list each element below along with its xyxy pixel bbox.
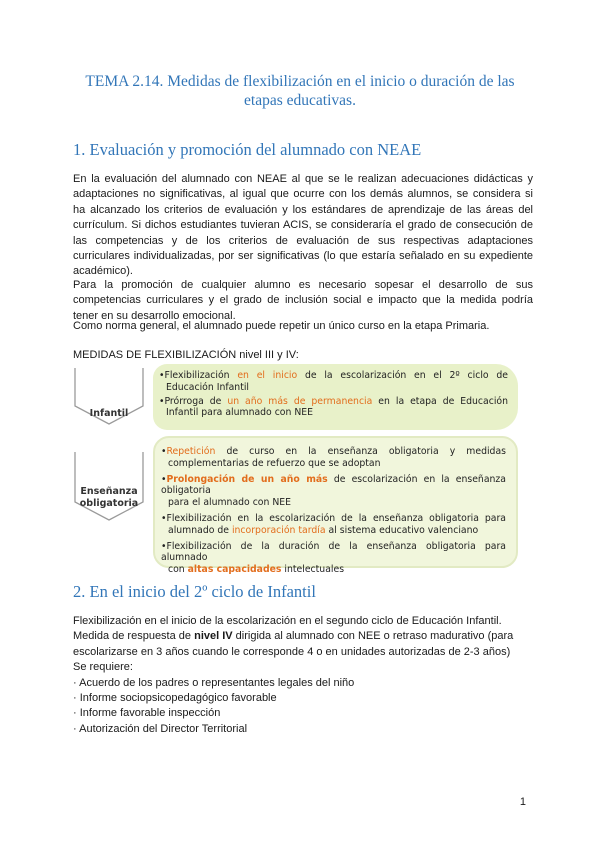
measure-text: Flexibilización de la duración de la enseñanza obligatoria para alumnado	[161, 540, 506, 564]
infantil-measures-box	[153, 364, 518, 430]
text-line: escolarizarse en 3 años cuando le corresponde 4 o en unidades autorizadas de 2-3 años)	[73, 645, 511, 658]
measure-item: •Prolongación de un año más de escolarización en la enseñanza obligatoria para el alumnado con NEE	[161, 473, 506, 509]
measure-item: •Flexibilización de la duración de la enseñanza obligatoria para alumnado con altas capacidades intelectuales	[161, 540, 506, 576]
section2-body	[73, 614, 533, 737]
text-line	[73, 629, 533, 644]
measure-text: Flexibilización	[164, 370, 238, 381]
text-span: dirigida al alumnado con NEE o retraso madurativo (para	[232, 630, 514, 643]
paragraph-promocion	[73, 278, 533, 324]
measure-text: alumnado de	[168, 524, 232, 536]
paragraph-medidas-label	[73, 348, 533, 363]
requirement-item: · Acuerdo de los padres o representantes legales del niño	[73, 676, 355, 689]
section-heading-2: 2. En el inicio del 2º ciclo de Infantil	[73, 582, 316, 601]
text-line: Se requiere:	[73, 661, 133, 674]
text-line: tener en su desarrollo emocional.	[73, 309, 236, 322]
obligatoria-arrow-label	[73, 450, 145, 520]
measure-highlight: en el inicio	[237, 370, 298, 381]
measure-highlight: altas capacidades	[187, 564, 282, 576]
text-line: curriculares individualizadas, por ser significativas (lo que estaría señalado en su expediente	[73, 250, 533, 263]
obligatoria-label-1: Enseñanza	[80, 486, 138, 497]
obligatoria-measures-box	[153, 436, 518, 576]
measure-text: complementarias de refuerzo que se adoptan	[168, 457, 381, 469]
measure-item: •Prórroga de un año más de permanencia en la etapa de Educación Infantil para alumnado con NEE	[159, 395, 509, 419]
title-line: etapas educativas.	[244, 92, 356, 109]
paragraph-evaluacion	[73, 172, 533, 280]
measure-text: Flexibilización en la escolarización de la enseñanza obligatoria para	[166, 512, 506, 524]
infantil-label: Infantil	[89, 408, 129, 419]
measure-highlight: Repetición	[166, 446, 216, 457]
flexibilizacion-diagram	[73, 364, 518, 576]
title-line: TEMA 2.14. Medidas de flexibilización en el inicio o duración de las	[85, 73, 515, 90]
text-line: currículum. Si dichos estudiantes tuvieran ACIS, se consideraría el grado de consecución de	[73, 219, 533, 232]
text-line: En la evaluación del alumnado con NEAE al que se le realizan adecuaciones didácticas y	[73, 173, 533, 185]
section-heading-1: 1. Evaluación y promoción del alumnado con NEAE	[73, 140, 422, 159]
document-title	[70, 72, 530, 110]
measure-item: •Flexibilización en la escolarización de la enseñanza obligatoria para alumnado de incorporación tardía al sistema educativo valenciano	[161, 512, 506, 536]
text-line: ha alcanzado los criterios de evaluación y los estándares de aprendizaje de las áreas del	[73, 203, 533, 216]
paragraph-norma	[73, 319, 533, 334]
requirement-item: · Informe favorable inspección	[73, 707, 221, 720]
text-line: las competencias y de los criterios de evaluación de sus respectivas adaptaciones	[73, 234, 533, 247]
measure-text: para el alumnado con NEE	[168, 497, 292, 509]
text-line: MEDIDAS DE FLEXIBILIZACIÓN nivel III y IV:	[73, 349, 299, 361]
measure-text: de curso en la enseñanza obligatoria y medidas	[215, 446, 506, 457]
text-line: académico).	[73, 265, 133, 278]
measure-text: con	[168, 564, 188, 576]
infantil-arrow-label	[73, 366, 145, 418]
text-line: competencias curriculares y el grado de inclusión social e impacto que la medida podría	[73, 294, 533, 307]
measure-text: Infantil para alumnado con NEE	[166, 407, 314, 419]
measure-highlight: Prolongación de un año más	[166, 473, 328, 485]
measure-text: Educación Infantil	[166, 381, 250, 393]
measure-text: Prórroga de	[164, 395, 228, 407]
measure-text: de la escolarización en el 2º ciclo de	[297, 370, 508, 381]
measure-highlight: un año más de permanencia	[227, 395, 373, 407]
text-line: adaptaciones no significativas, al igual que ocurre con los demás alumnos, se considera si	[73, 188, 533, 201]
measure-text: al sistema educativo valenciano	[325, 524, 479, 536]
requirement-item: · Informe sociopsicopedagógico favorable	[73, 692, 277, 705]
bold-text: nivel IV	[194, 630, 233, 643]
measure-item: •Repetición de curso en la enseñanza obligatoria y medidas complementarias de refuerzo que se adoptan	[161, 446, 506, 469]
text-line: Flexibilización en el inicio de la escolarización en el segundo ciclo de Educación Infantil.	[73, 615, 502, 627]
page-number: 1	[519, 796, 526, 808]
text-span: Medida de respuesta de	[73, 630, 195, 643]
measure-text: de escolarización en la enseñanza obligatoria	[161, 473, 506, 497]
measure-highlight: incorporación tardía	[231, 524, 326, 536]
measure-text: intelectuales	[281, 564, 345, 576]
text-line: Como norma general, el alumnado puede repetir un único curso en la etapa Primaria.	[73, 320, 490, 332]
obligatoria-label-2: obligatoria	[79, 498, 139, 509]
measure-text: en la etapa de Educación	[372, 395, 509, 407]
text-line: Para la promoción de cualquier alumno es necesario sopesar el desarrollo de sus	[73, 279, 533, 291]
measure-item: •Flexibilización en el inicio de la escolarización en el 2º ciclo de Educación Infantil	[159, 370, 508, 393]
requirement-item: · Autorización del Director Territorial	[73, 722, 248, 735]
